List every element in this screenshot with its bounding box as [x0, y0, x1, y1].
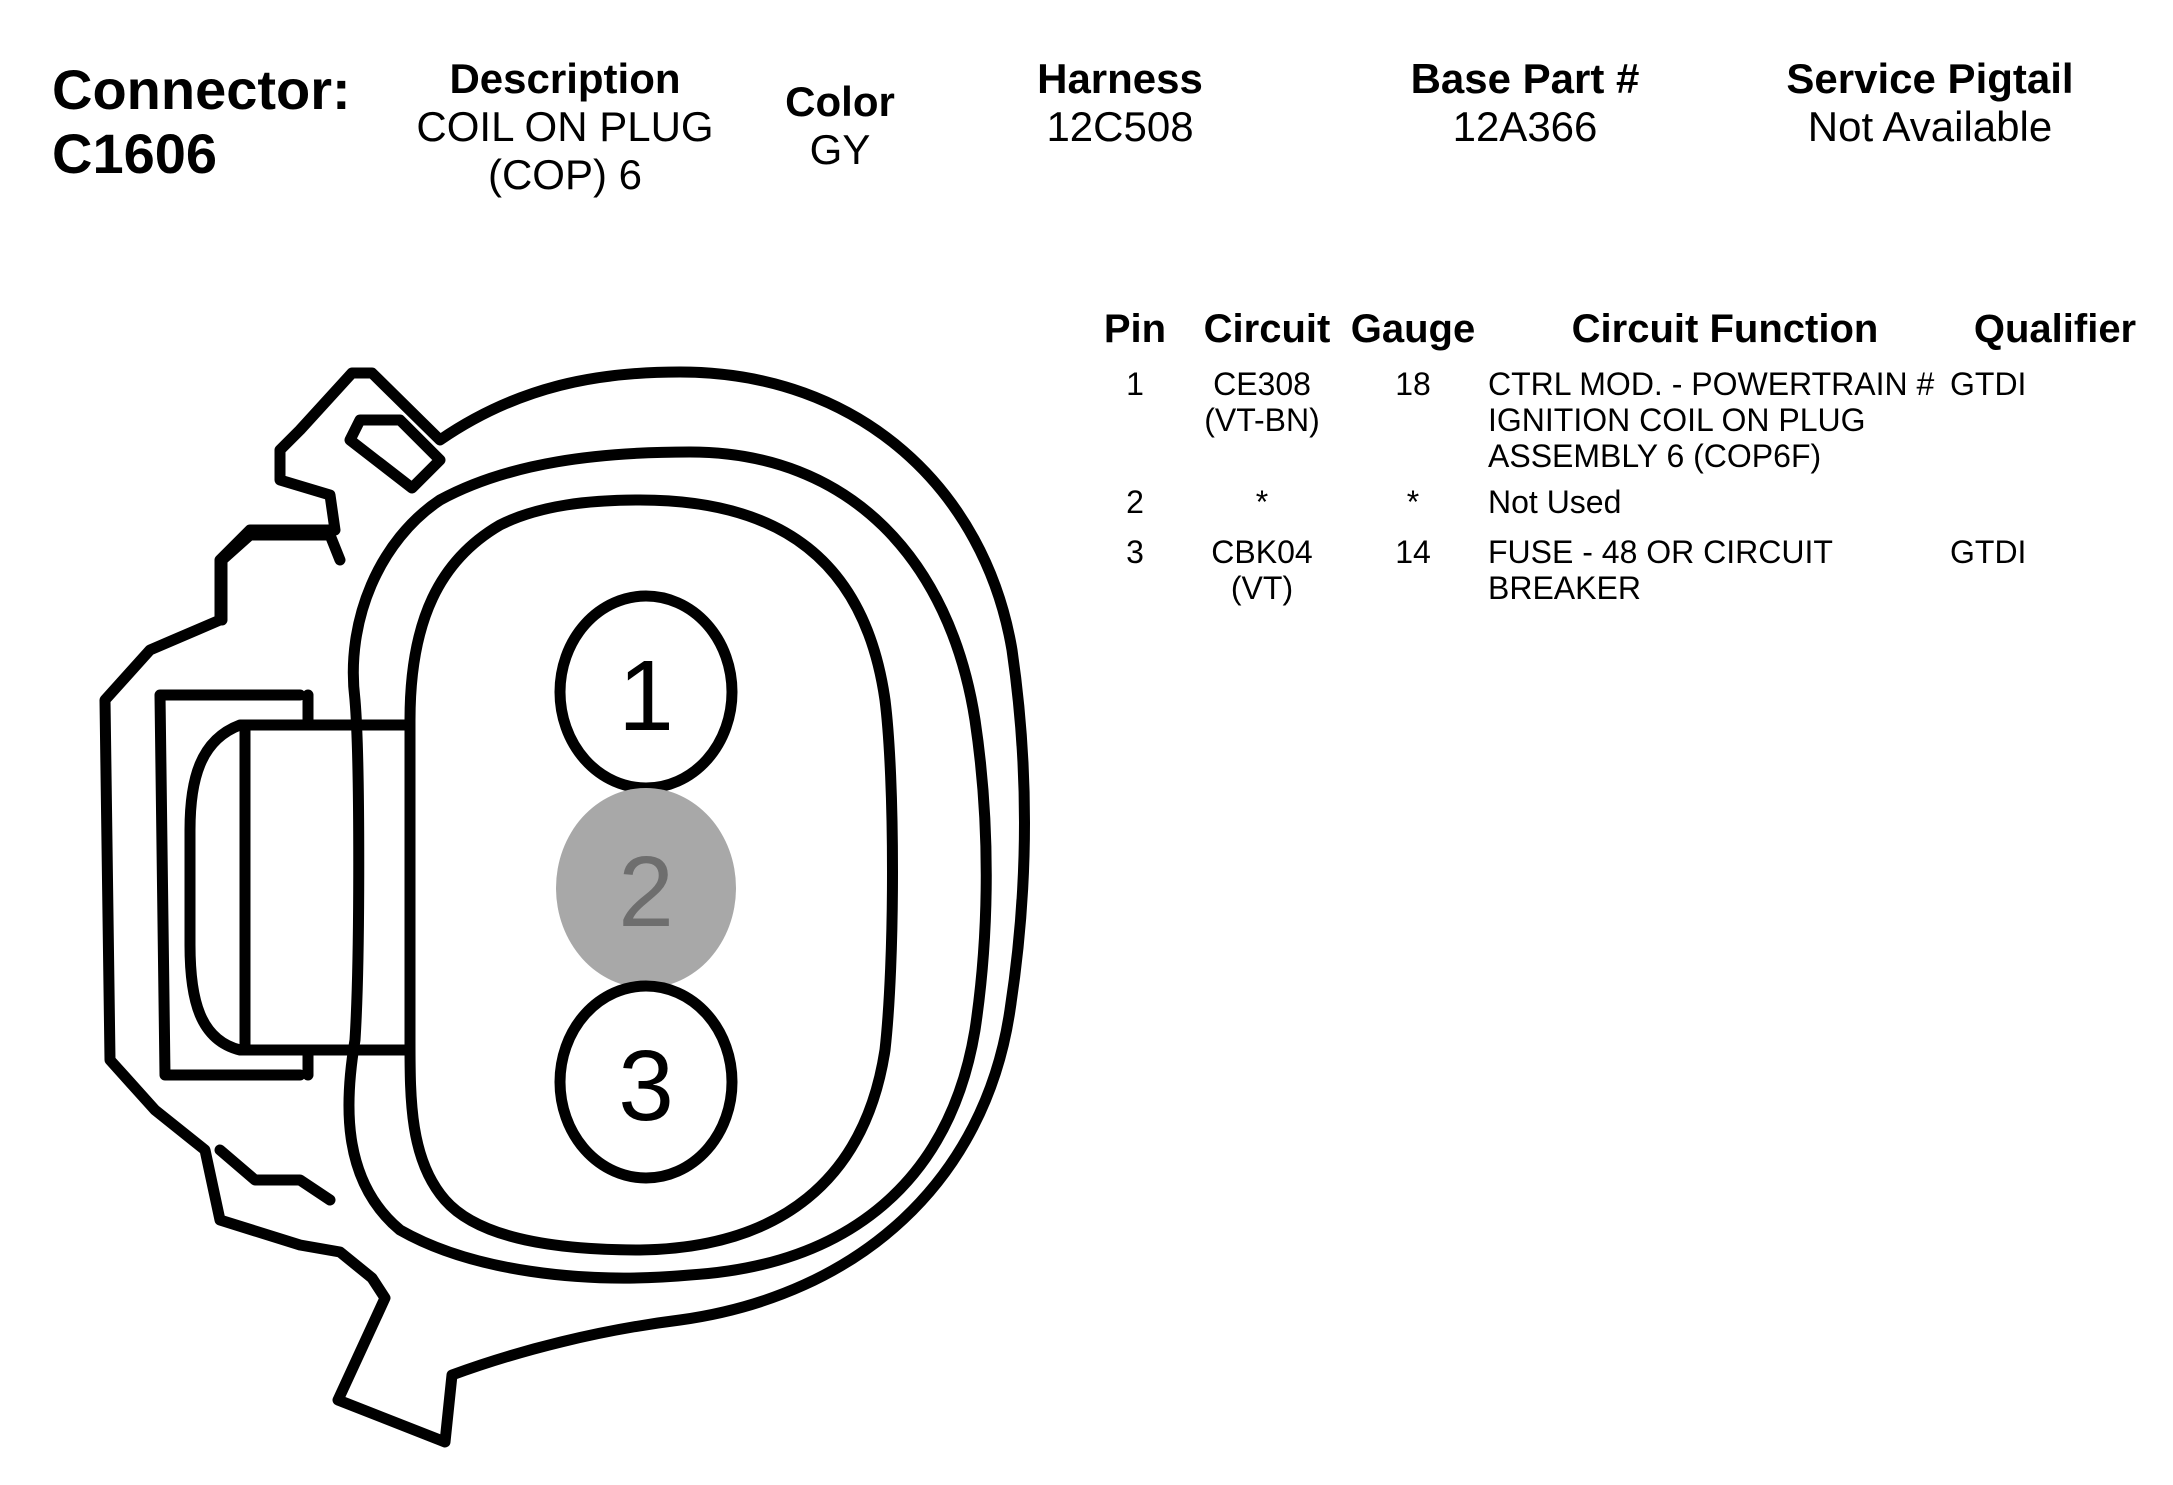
gauge-cell: *: [1406, 484, 1420, 520]
qualifier-column-header: Qualifier: [1973, 307, 2137, 351]
color-title: Color: [785, 78, 895, 125]
pin-label-1: 1: [618, 640, 674, 752]
pin-label-2: 2: [618, 836, 674, 948]
function-line: Not Used: [1488, 484, 1622, 520]
function-line: FUSE - 48 OR CIRCUIT: [1488, 534, 1833, 570]
function-line: IGNITION COIL ON PLUG: [1488, 402, 1866, 438]
lock-tab-outer: [160, 695, 300, 1075]
description-line2: (COP) 6: [487, 151, 642, 198]
function-line: ASSEMBLY 6 (COP6F): [1488, 438, 1822, 474]
function-line: CTRL MOD. - POWERTRAIN #: [1488, 366, 1935, 402]
lock-tab-inner: [190, 725, 410, 1050]
circuit-color: (VT): [1230, 570, 1294, 606]
service-pigtail-value: Not Available: [1807, 103, 2053, 150]
circuit-column-header: Circuit: [1203, 307, 1331, 351]
base-part-value: 12A366: [1452, 103, 1598, 150]
color-value: GY: [809, 126, 871, 173]
gauge-cell: 18: [1395, 366, 1431, 402]
qualifier-cell: GTDI: [1950, 534, 2027, 570]
housing-step-lower: [220, 1150, 330, 1200]
circuit-code: *: [1255, 484, 1269, 520]
harness-title: Harness: [1037, 55, 1203, 102]
connector-label: Connector:: [52, 58, 351, 121]
pin-cavity-2: [556, 788, 736, 988]
base-part-title: Base Part #: [1410, 55, 1640, 102]
qualifier-cell: GTDI: [1950, 366, 2027, 402]
harness-value: 12C508: [1046, 103, 1194, 150]
gauge-cell: 14: [1395, 534, 1431, 570]
pin-number: 1: [1126, 366, 1144, 402]
housing-step-upper: [222, 535, 340, 620]
function-line: BREAKER: [1488, 570, 1641, 606]
pin-column-header: Pin: [1103, 307, 1167, 351]
service-pigtail-title: Service Pigtail: [1786, 55, 2074, 102]
connector-id: C1606: [52, 122, 218, 185]
pin-cavity-3: [560, 986, 732, 1178]
circuit-code: CBK04: [1211, 534, 1313, 570]
pin-cavity-1: [560, 596, 732, 788]
circuit-color: (VT-BN): [1204, 402, 1320, 438]
description-line1: COIL ON PLUG: [416, 103, 714, 150]
circuit-code: CE308: [1213, 366, 1311, 402]
pin-number: 2: [1126, 484, 1144, 520]
gauge-column-header: Gauge: [1350, 307, 1476, 351]
description-title: Description: [449, 55, 681, 102]
pin-label-3: 3: [618, 1030, 674, 1142]
pin-number: 3: [1126, 534, 1144, 570]
circuit-function-column-header: Circuit Function: [1571, 307, 1879, 351]
